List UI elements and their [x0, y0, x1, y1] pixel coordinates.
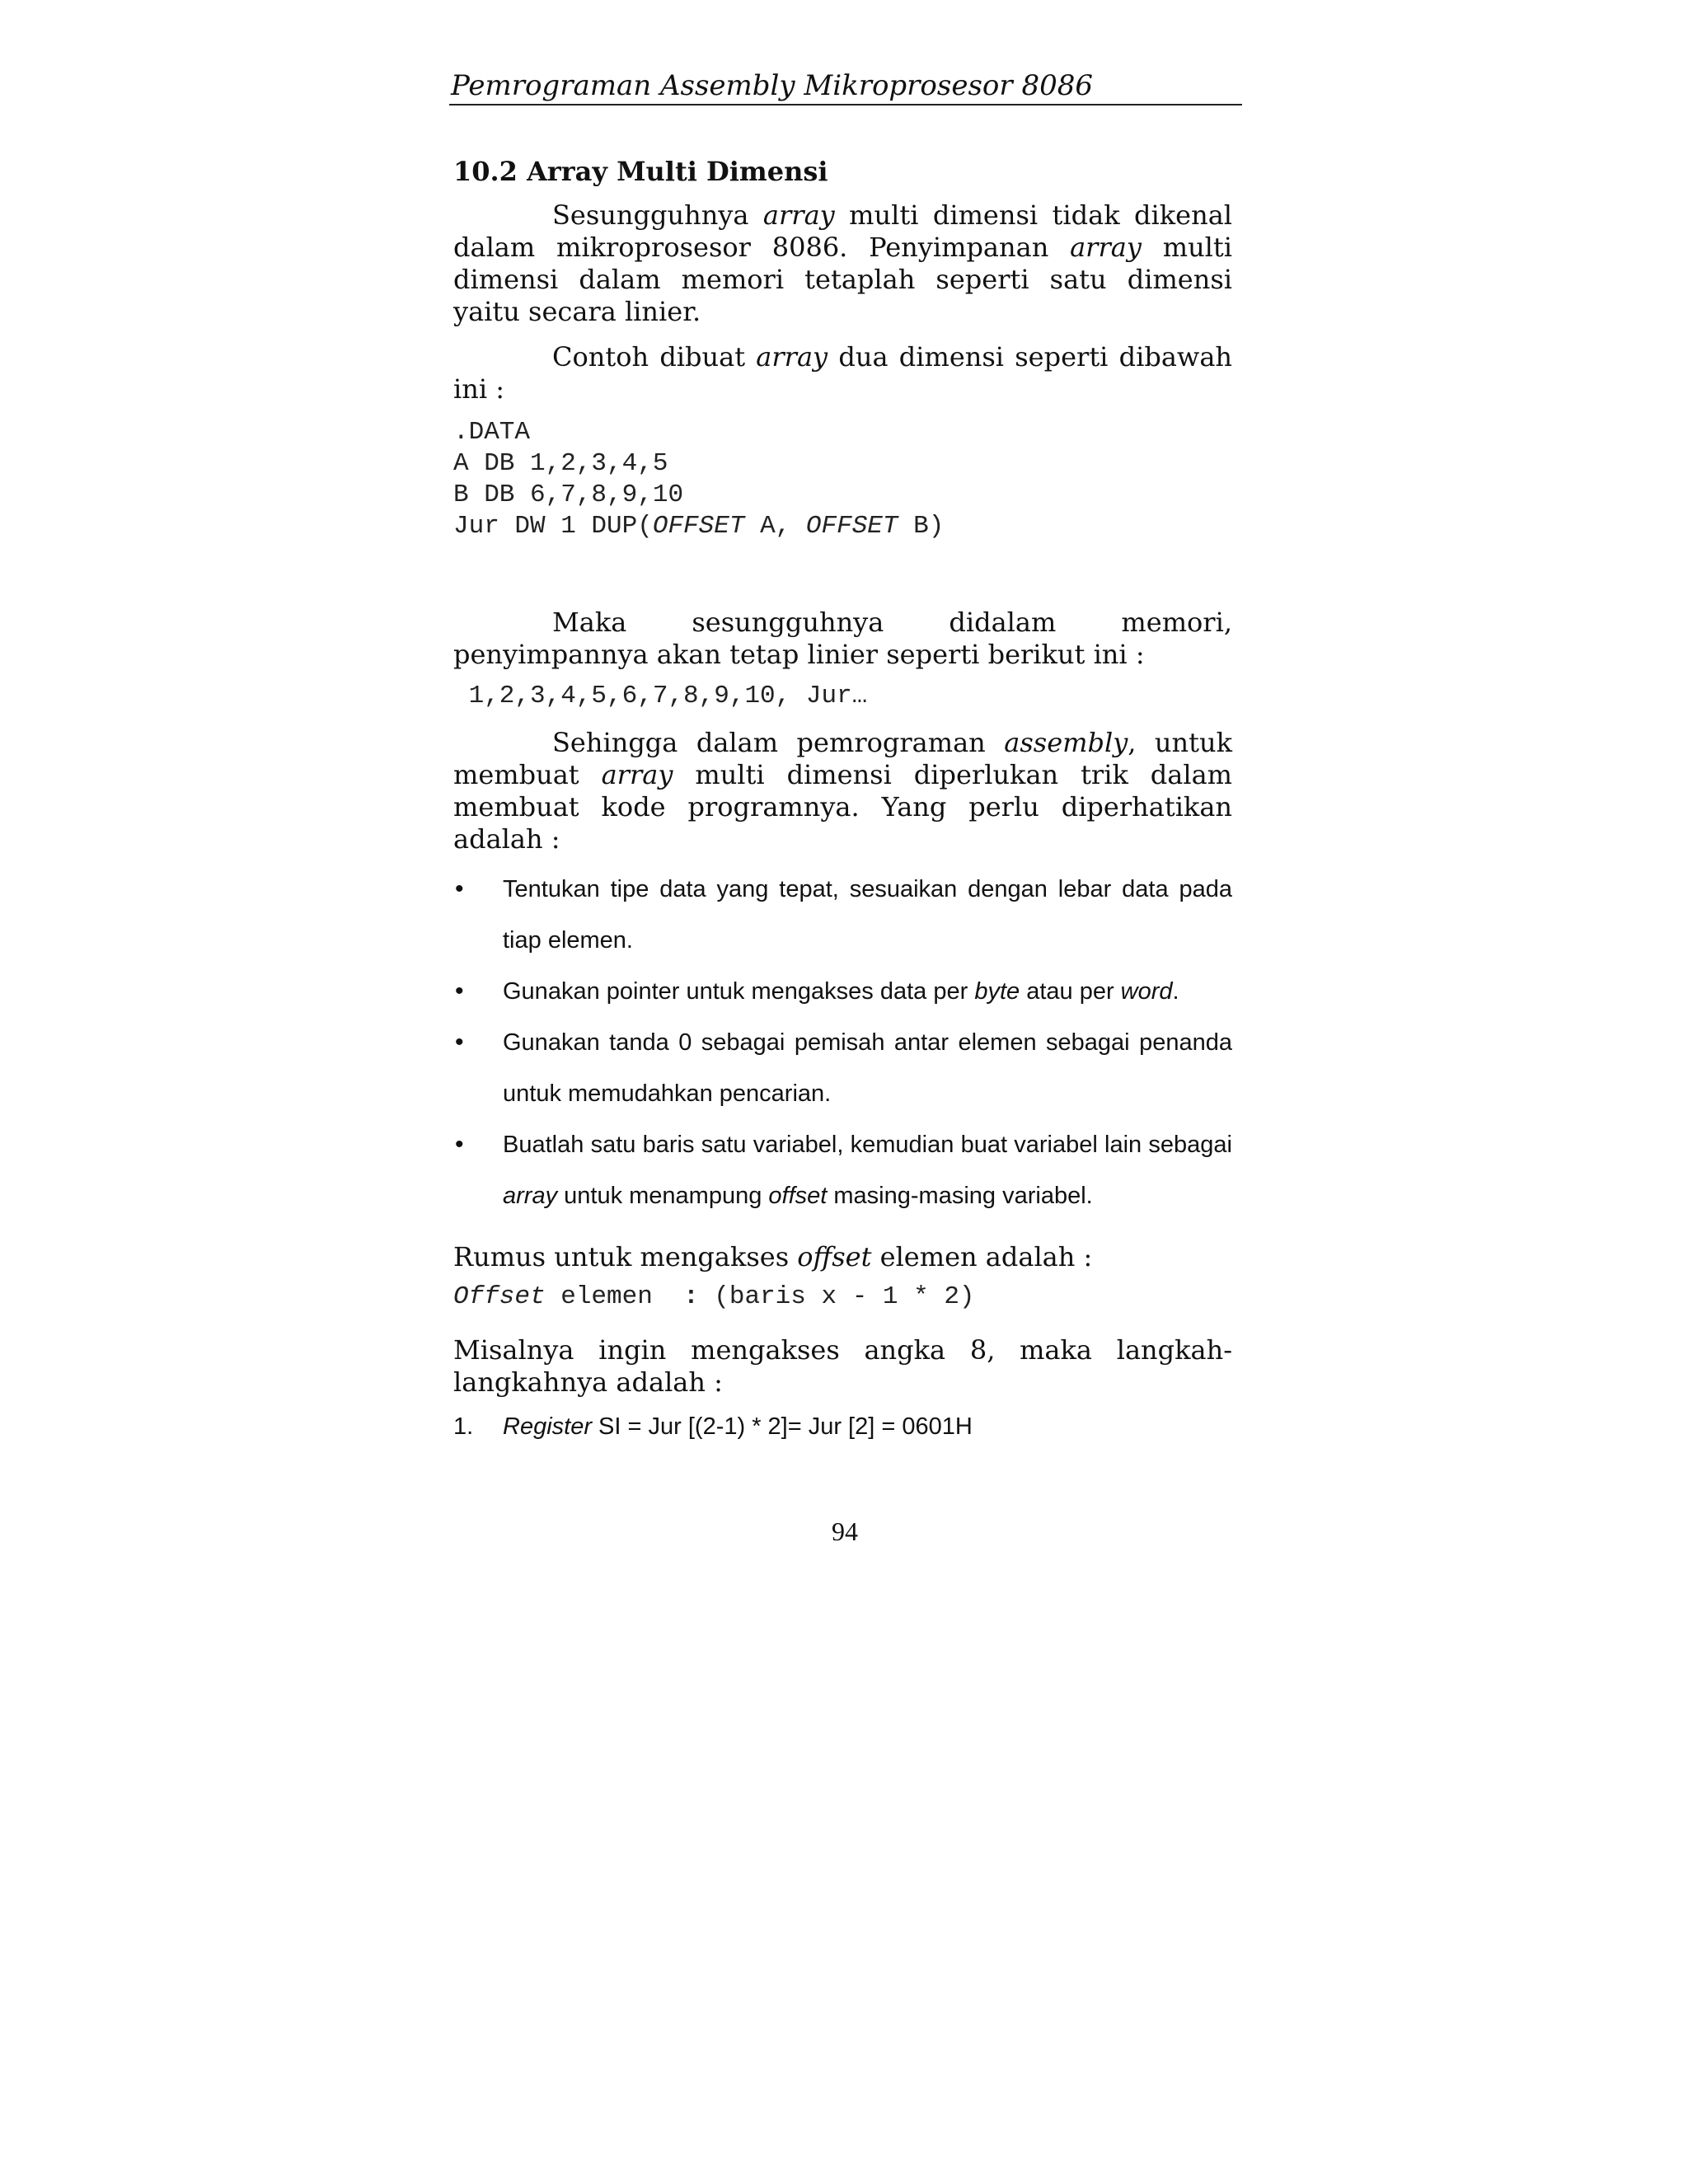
text-run: , untuk membuat: [453, 727, 1233, 790]
document-page: [449, 0, 1240, 2184]
text-run: Rumus untuk mengakses: [453, 1241, 798, 1272]
section-title: 10.2 Array Multi Dimensi: [453, 156, 828, 187]
text-run-italic: array: [503, 1183, 558, 1209]
paragraph-tricks: [453, 727, 1232, 855]
text-run-italic: word: [1120, 978, 1173, 1005]
text-run-italic: assembly: [1004, 727, 1128, 758]
code-run: A,: [744, 512, 806, 541]
text-run: Buatlah satu baris satu variabel, kemudian buat variabel lain sebagai: [503, 1132, 1232, 1158]
code-block-data: [453, 417, 1232, 542]
code-line: [453, 511, 1232, 542]
code-line: B DB 6,7,8,9,10: [453, 480, 684, 509]
text-run-italic: array: [756, 341, 828, 373]
paragraph-example: [453, 341, 1232, 405]
code-run: Jur DW 1 DUP(: [453, 512, 653, 541]
text-run-italic: array: [601, 759, 673, 790]
numbered-step-1: [453, 1410, 1232, 1443]
bullet-list: [453, 864, 1232, 1221]
list-item: [453, 1119, 1232, 1221]
text-run: SI = Jur [(2-1) * 2]= Jur [2] = 0601H: [592, 1413, 973, 1440]
bullet-icon: •: [455, 1131, 464, 1158]
step-number: 1.: [453, 1413, 474, 1440]
text-run-italic: offset: [797, 1241, 872, 1272]
text-run: Gunakan tanda 0 sebagai pemisah antar elemen sebagai penanda untuk memudahkan pencarian.: [503, 1029, 1232, 1107]
text-run-italic: offset: [768, 1183, 828, 1209]
text-run: multi dimensi dalam memori tetaplah seperti satu dimensi yaitu secara linier.: [453, 232, 1232, 327]
page-number: 94: [832, 1516, 858, 1546]
list-item: [453, 1017, 1232, 1119]
bullet-icon: •: [455, 977, 464, 1005]
text-run-italic: byte: [974, 978, 1020, 1005]
text-run: Contoh dibuat: [552, 341, 757, 373]
text-run: multi dimensi tidak dikenal dalam mikroprosesor 8086. Penyimpanan: [453, 199, 1233, 263]
code-run-italic: OFFSET: [652, 512, 745, 541]
text-run-italic: array: [762, 199, 835, 231]
text-run-italic: Register: [503, 1413, 592, 1440]
paragraph-steps-intro: Misalnya ingin mengakses angka 8, maka langkah-langkahnya adalah :: [453, 1334, 1232, 1398]
code-line: .DATA: [453, 418, 531, 447]
code-line: A DB 1,2,3,4,5: [453, 449, 668, 478]
code-run: B): [898, 512, 945, 541]
text-run: untuk menampung: [557, 1183, 769, 1209]
paragraph-intro: [453, 199, 1232, 328]
code-line-memory: 1,2,3,4,5,6,7,8,9,10, Jur…: [453, 682, 868, 710]
running-header: Pemrograman Assembly Mikroprosesor 8086: [449, 66, 1242, 105]
code-run: elemen: [545, 1282, 684, 1311]
list-item: [453, 864, 1232, 966]
text-run: masing-masing variabel.: [827, 1183, 1093, 1209]
text-run-italic: array: [1070, 232, 1142, 263]
code-run-italic: Offset: [453, 1282, 546, 1311]
code-run-bold: :: [683, 1282, 699, 1311]
text-run: .: [1172, 978, 1179, 1005]
bullet-icon: •: [455, 1029, 464, 1056]
text-run: Sesungguhnya: [552, 199, 763, 231]
code-run: (baris x - 1 * 2): [698, 1282, 975, 1311]
paragraph-memory: Maka sesungguhnya didalam memori, penyimpannya akan tetap linier seperti berikut ini :: [453, 607, 1232, 670]
text-run: Tentukan tipe data yang tepat, sesuaikan dengan lebar data pada tiap elemen.: [503, 876, 1232, 954]
formula-line: [453, 1282, 1232, 1313]
text-run: elemen adalah :: [871, 1241, 1093, 1272]
page-content: [453, 153, 1232, 1443]
text-run: Gunakan pointer untuk mengakses data per: [503, 978, 975, 1005]
code-run-italic: OFFSET: [805, 512, 898, 541]
bullet-icon: •: [455, 875, 464, 902]
text-run: Sehingga dalam pemrograman: [552, 727, 1005, 758]
paragraph-formula-intro: [453, 1241, 1232, 1273]
text-run: multi dimensi diperlukan trik dalam membuat kode programnya. Yang perlu diperhatikan adalah :: [453, 759, 1233, 855]
text-run: atau per: [1020, 978, 1121, 1005]
list-item: [453, 966, 1232, 1017]
text-run: dua dimensi seperti dibawah ini :: [453, 341, 1232, 405]
